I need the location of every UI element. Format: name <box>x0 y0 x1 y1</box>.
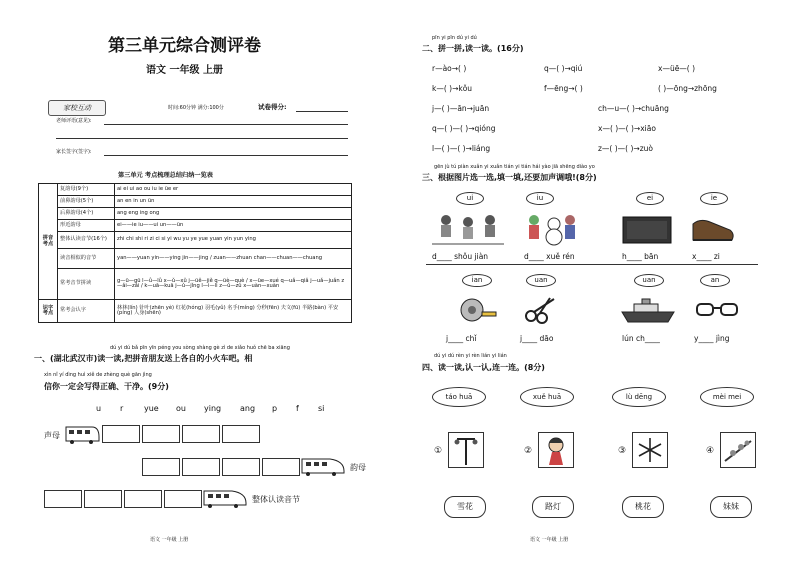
train-car[interactable] <box>222 458 260 476</box>
review-table <box>38 183 352 323</box>
teacher-label: 老师评语(意见): <box>56 118 92 124</box>
picture-number: ④ <box>706 446 715 456</box>
shoe-icon <box>690 216 736 244</box>
teacher-line-2 <box>56 138 348 139</box>
footer-right: 语文 一年级 上册 <box>530 537 569 543</box>
glasses-icon <box>694 300 740 320</box>
train-car[interactable] <box>182 425 220 443</box>
teacher-line-1 <box>104 124 348 125</box>
fill-blank[interactable]: j____ chǐ <box>446 334 477 343</box>
syllable: yue <box>144 404 159 413</box>
row-divider <box>426 264 758 265</box>
pinyin-cloud[interactable]: táo huā <box>432 387 486 407</box>
spell-item: l—( )—( )→liáng <box>432 144 491 153</box>
option-balloon: ian <box>462 274 492 287</box>
review-row-content: ang eng ing ong <box>115 208 352 220</box>
syllable: r <box>120 404 124 413</box>
spell-item: ch—u—( )→chuāng <box>598 104 669 113</box>
spell-item: j—( )—ān→juān <box>432 104 490 113</box>
syllable: ying <box>204 404 222 413</box>
syllable: f <box>296 404 299 413</box>
word-card[interactable]: 雪花 <box>444 496 486 518</box>
street-lamp-icon <box>449 433 483 467</box>
q2-grid <box>432 64 762 164</box>
score-line <box>296 111 348 112</box>
tape-measure-icon <box>458 296 498 324</box>
train-car[interactable] <box>44 490 82 508</box>
side-label-pinyin: 拼音考点 <box>39 184 58 300</box>
q3-ruby: gēn jù tú piàn xuǎn yi xuǎn tián yi tián hái yào jiā shēng diào yo <box>434 164 595 170</box>
fill-blank[interactable]: j____ dāo <box>520 334 554 343</box>
option-balloon: an <box>700 274 730 287</box>
picture-box[interactable] <box>720 432 756 468</box>
train-car[interactable] <box>164 490 202 508</box>
train-icon <box>64 423 100 445</box>
parent-label: 家长签字(签字): <box>56 149 92 155</box>
q2-ruby: pīn yi pīn dú yi dú <box>432 35 477 41</box>
word-card[interactable]: 妹妹 <box>710 496 752 518</box>
train-car[interactable] <box>142 458 180 476</box>
review-row-content: ei——ie iu——ui un——ün <box>115 220 352 232</box>
score-label: 试卷得分: <box>258 103 287 111</box>
q1-title: 一、(湖北武汉市)读一读,把拼音朋友送上各自的小火车吧。相 <box>34 354 253 363</box>
option-balloon: ui <box>456 192 484 205</box>
spell-item: r—ào→( ) <box>432 64 467 73</box>
train-label-initials: 声母 <box>44 431 60 440</box>
fill-blank[interactable]: x____ zi <box>692 252 720 261</box>
train-car[interactable] <box>84 490 122 508</box>
train-car[interactable] <box>124 490 162 508</box>
side-label-char: 识字考点 <box>39 300 58 323</box>
snowflake-icon <box>633 433 667 467</box>
syllable-list <box>96 404 332 416</box>
q1-ruby-2: xìn nǐ yí dìng huì xiě de zhèng què gān jìng <box>44 372 152 378</box>
review-row-content: 林林(lín) 针叶(zhēn yè) 红花(hóng) 羽毛(yǔ) 名手(míng) 分秒(fēn) 夫文(fū) 半路(bàn) 平安(píng) 人身(shēn) <box>115 300 352 323</box>
scissors-icon <box>524 296 558 324</box>
q1-ruby: dú yi dú bǎ pīn yīn péng you sòng shàng gè zì de xiǎo huǒ chē ba xiāng <box>110 345 290 351</box>
train-car[interactable] <box>222 425 260 443</box>
syllable: ou <box>176 404 186 413</box>
review-row-label: 前鼻韵母(5个) <box>58 196 115 208</box>
picture-number: ② <box>524 446 533 456</box>
spell-item: k—( )→kǒu <box>432 84 473 93</box>
review-row-label: 后鼻韵母(4个) <box>58 208 115 220</box>
picture-box[interactable] <box>538 432 574 468</box>
peach-blossom-icon <box>721 433 755 467</box>
pinyin-cloud[interactable]: lù dēng <box>612 387 666 407</box>
review-row-content: yan——yuan yin——ying jin——jing / zuan——zhuan chan——chuan——chuang <box>115 249 352 269</box>
review-row-label: 常考会认字 <box>58 300 115 323</box>
spell-item: ( )—ōng→zhōng <box>658 84 717 93</box>
ship-icon <box>620 298 676 324</box>
blackboard-icon <box>622 216 672 244</box>
page-subtitle: 语文 一年级 上册 <box>146 65 223 76</box>
review-row-label: 复韵母(9个) <box>58 184 115 196</box>
review-row-label: 读音相似的音节 <box>58 249 115 269</box>
review-row-label: 形近韵母 <box>58 220 115 232</box>
option-balloon: uan <box>526 274 556 287</box>
review-row-content: ai ei ui ao ou iu ie üe er <box>115 184 352 196</box>
train-icon <box>300 455 346 477</box>
train-car[interactable] <box>102 425 140 443</box>
review-table-title: 第三单元 考点梳理总结归纳一览表 <box>118 172 213 179</box>
train-car[interactable] <box>262 458 300 476</box>
fill-blank[interactable]: d____ xuě rén <box>524 252 575 261</box>
parent-line <box>104 155 348 156</box>
spell-item: q—( )→qiú <box>544 64 583 73</box>
train-car[interactable] <box>142 425 180 443</box>
pinyin-cloud[interactable]: xuě huā <box>520 387 574 407</box>
time-info: 时间:60分钟 满分:100分 <box>168 105 224 111</box>
review-row-content: g—ū—gū l—ǜ—lǜ x—ǔ—xǔ j—üě—jiě q—üè—què / x—üe—xué q—uǎ—qiǎ j—uǎ—juǎn z—ǎi—zǎi / k—uā—kuā j—ǔ—jǐng l—ì—lì z—ǔ—zǔ x—uàn—xuàn <box>115 269 352 300</box>
train-label-finals: 韵母 <box>350 463 366 472</box>
review-row-label: 常考音节拼读 <box>58 269 115 300</box>
option-balloon: iu <box>526 192 554 205</box>
option-balloon: ei <box>636 192 664 205</box>
train-icon <box>202 487 248 509</box>
train-label-whole-syllables: 整体认读音节 <box>252 495 300 504</box>
spell-item: q—( )—( )→qióng <box>432 124 496 133</box>
q4-ruby: dú yi dú rèn yi rèn lián yi lián <box>434 353 507 359</box>
review-row-content: zhi chi shi ri zi ci si yi wu yu ye yue yuan yin yun ying <box>115 232 352 249</box>
spell-item: z—( )—( )→zuò <box>598 144 653 153</box>
spell-item: x—( )—( )→xiāo <box>598 124 656 133</box>
word-card[interactable]: 桃花 <box>622 496 664 518</box>
page-title: 第三单元综合测评卷 <box>108 36 261 56</box>
girl-icon <box>539 433 573 467</box>
q2-title: 二、拼一拼,读一读。(16分) <box>422 44 524 53</box>
q4-title: 四、读一读,认一认,连一连。(8分) <box>422 363 545 372</box>
snowman-kids-icon <box>520 210 582 246</box>
review-row-content: an en in un ün <box>115 196 352 208</box>
review-row-label: 整体认读音节(16个) <box>58 232 115 249</box>
spell-item: f—ēng→( ) <box>544 84 583 93</box>
picture-box[interactable] <box>448 432 484 468</box>
train-car[interactable] <box>182 458 220 476</box>
q1-title-2: 信你一定会写得正确、干净。(9分) <box>44 382 169 391</box>
home-school-logo: 家校互动 <box>48 100 106 116</box>
shuttlecock-players-icon <box>432 212 504 246</box>
syllable: p <box>272 404 278 413</box>
spell-item: x—üē—( ) <box>658 64 696 73</box>
fill-blank[interactable]: y____ jìng <box>694 334 730 343</box>
pinyin-cloud[interactable]: mèi mei <box>700 387 754 407</box>
syllable: ang <box>240 404 256 413</box>
fill-blank[interactable]: h____ bān <box>622 252 659 261</box>
picture-box[interactable] <box>632 432 668 468</box>
option-balloon: ie <box>700 192 728 205</box>
picture-number: ③ <box>618 446 627 456</box>
syllable: si <box>318 404 325 413</box>
word-card[interactable]: 路灯 <box>532 496 574 518</box>
syllable: u <box>96 404 102 413</box>
footer-left: 语文 一年级 上册 <box>150 537 189 543</box>
fill-blank[interactable]: d____ shǒu jiàn <box>432 252 489 261</box>
option-balloon: uan <box>634 274 664 287</box>
fill-blank[interactable]: lún ch____ <box>622 334 660 343</box>
q3-title: 三、根据图片选一选,填一填,还要加声调哦!(8分) <box>422 173 597 182</box>
picture-number: ① <box>434 446 443 456</box>
